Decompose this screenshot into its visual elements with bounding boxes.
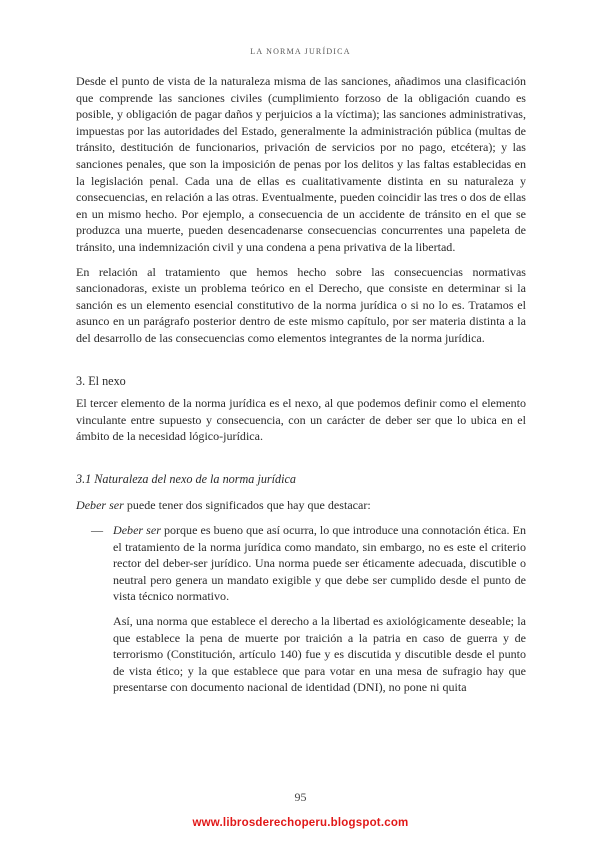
section-heading-nexo: 3. El nexo — [76, 373, 126, 388]
list-item-text: porque es bueno que así ocurra, lo que introduce una connotación ética. En el tratamiento de la norma jurídica como mandato, sin embargo, no es este el criterio rector del deber-ser jurídico. Una norma puede ser éticamente adecuada, discutible o neutral pero genera un mandato exigible y que debe ser cumplido desde el punto de vista técnico normativo. — [113, 523, 526, 604]
subsection-heading-nature: 3.1 Naturaleza del nexo de la norma jurídica — [76, 471, 297, 486]
term-deber-ser-bullet: Deber ser — [113, 523, 161, 538]
paragraph-examples: Así, una norma que establece el derecho a la libertad es axiológicamente deseable; la que establece la pena de muerte por traición a la patria en caso de guerra y de terrorismo (Constitución, artículo 140) fue y es discutida y discutible desde el punto de vista ético; y la que establece que para votar en una mesa de sufragio hay que presentarse con documento nacional de identidad (DNI), no pone ni quita — [113, 614, 526, 695]
running-header: LA NORMA JURÍDICA — [250, 47, 351, 56]
dash-bullet: — — [91, 523, 104, 538]
body-text — [76, 73, 526, 696]
paragraph-deber-ser-intro — [76, 497, 526, 514]
paragraph-theoretical-problem: En relación al tratamiento que hemos hecho sobre las consecuencias normativas sancionadoras, existe un problema teórico en el Derecho, que consiste en determinar si la sanción es un elemento esencial constitutivo de la norma jurídica o si no lo es. Tratamos el asunco en un parágrafo posterior dentro de este mismo capítulo, por ser materia distinta a la del desarrollo de las consecuencias como elementos integrantes de la norma jurídica. — [76, 264, 526, 345]
paragraph-deber-ser-intro-rest: puede tener dos significados que hay que destacar: — [123, 498, 371, 513]
paragraph-sanctions-classification: Desde el punto de vista de la naturaleza misma de las sanciones, añadimos una clasificación que comprende las sanciones civiles (cumplimiento forzoso de la obligación cuando es posible, y obligación de pagar daños y perjuicios a la víctima); las sanciones administrativas, impuestas por las autoridades del Estado, generalmente la administración pública (multas de tránsito, destitución de funcionarios, privación de servicios por no pago, etcétera); y las sanciones penales, que son la imposición de penas por los delitos y las faltas establecidas en la legislación penal. Cada una de ellas es cualitativamente distinta en su naturaleza y consecuencias, en relación a las otras. Eventualmente, pueden coincidir las tres o dos de ellas en un mismo hecho. Por ejemplo, a consecuencia de un accidente de tránsito en el que se produzca una muerte, pueden desencadenarse consecuencias concurrentes una papeleta de tránsito, una indemnización civil y una condena a pena privativa de la libertad. — [76, 74, 526, 254]
paragraph-nexo-definition: El tercer elemento de la norma jurídica es el nexo, al que podemos definir como el elemento vinculante entre supuesto y consecuencia, con un carácter de deber ser que lo ubica en el ámbito de la necesidad lógico-jurídica. — [76, 396, 526, 444]
list-item-ethical-meaning — [76, 522, 526, 605]
footer-url: www.librosderechoperu.blogspot.com — [192, 817, 409, 829]
page-number: 95 — [294, 790, 307, 804]
term-deber-ser: Deber ser — [76, 498, 124, 513]
